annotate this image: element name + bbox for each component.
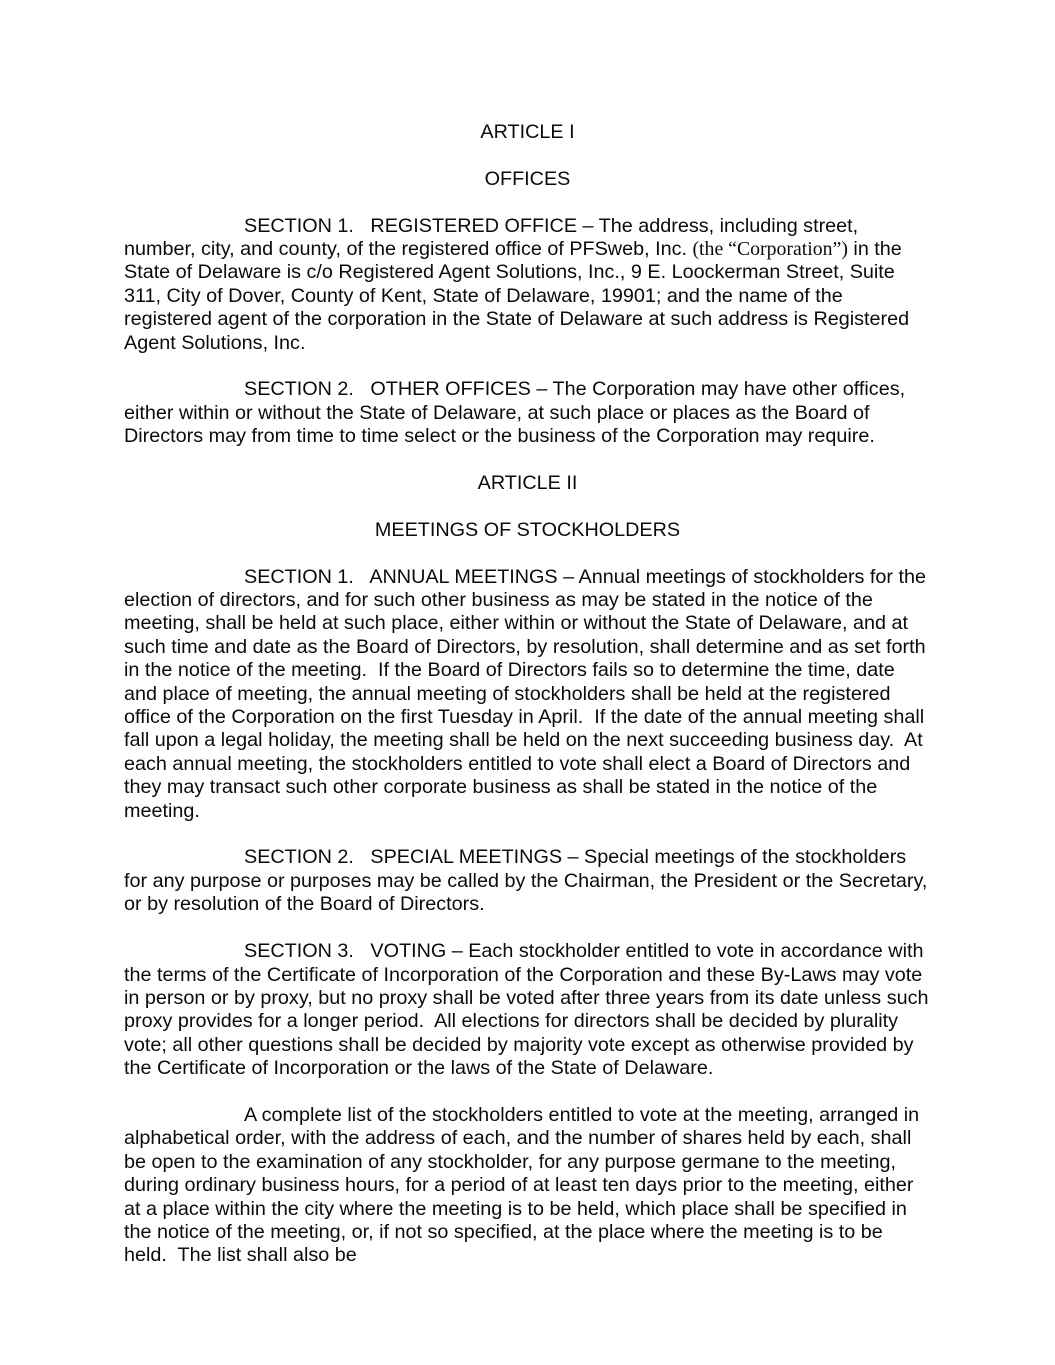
article-1-section-2-other-offices-paragraph: SECTION 2. OTHER OFFICES – The Corporation may have other offices, either within or without the State of Delaware, at such place or places as the Board of Directors may from time to time select or the business of the Corporation may require. [124,378,911,448]
article-2-section-1-annual-meetings-paragraph: SECTION 1. ANNUAL MEETINGS – Annual meetings of stockholders for the election of directors, and for such other business as may be stated in the notice of the meeting, shall be held at such place, either within or without the State of Delaware, and at such time and date as the Board of Directors, by resolution, shall determine and as set forth in the notice of the meeting. If the Board of Directors fails so to determine the time, date and place of meeting, the annual meeting of stockholders shall be held at the registered office of the Corporation on the first Tuesday in April. If the date of the annual meeting shall fall upon a legal holiday, the meeting shall be held on the next succeeding business day. At each annual meeting, the stockholders entitled to vote shall elect a Board of Directors and they may transact such other corporate business as shall be stated in the notice of the meeting. [124,565,932,822]
document-body [124,121,934,1268]
section-text-before-defined-term: SECTION 1. REGISTERED OFFICE – The address, including street, number, city, and county, of the registered office of PFSweb, Inc. [124,214,864,260]
article-2-subheading-meetings-of-stockholders: MEETINGS OF STOCKHOLDERS [374,518,681,541]
article-2-section-2-special-meetings-paragraph: SECTION 2. SPECIAL MEETINGS – Special meetings of the stockholders for any purpose or purposes may be called by the Chairman, the President or the Secretary, or by resolution of the Board of Directors. [124,846,933,916]
section-text-after-defined-term: in the State of Delaware is c/o Registered Agent Solutions, Inc., 9 E. Loockerman Street, Suite 311, City of Dover, County of Kent, State of Delaware, 19901; and the name of the registered agent of the corporation in the State of Delaware at such address is Registered Agent Solutions, Inc. [124,238,914,354]
article-1-subheading-offices: OFFICES [484,167,571,190]
article-2-stockholder-list-paragraph: A complete list of the stockholders entitled to vote at the meeting, arranged in alphabetical order, with the address of each, and the number of shares held by each, shall be open to the examination of any stockholder, for any purpose germane to the meeting, during ordinary business hours, for a period of at least ten days prior to the meeting, either at a place within the city where the meeting is to be held, which place shall be specified in the notice of the meeting, or, if not so specified, at the place where the meeting is to be held. The list shall also be [124,1103,925,1267]
article-1-heading: ARTICLE I [480,121,575,143]
corporation-defined-term: (the “Corporation”) [692,238,848,260]
article-2-heading: ARTICLE II [477,472,578,495]
article-1-section-1-registered-office-paragraph [124,215,931,355]
article-2-section-3-voting-paragraph: SECTION 3. VOTING – Each stockholder entitled to vote in accordance with the terms of the Certificate of Incorporation of the Corporation and these By-Laws may vote in person or by proxy, but no proxy shall be voted after three years from its date unless such proxy provides for a longer period. All elections for directors shall be decided by plurality vote; all other questions shall be decided by majority vote except as otherwise provided by the Certificate of Incorporation or the laws of the State of Delaware. [124,940,934,1080]
